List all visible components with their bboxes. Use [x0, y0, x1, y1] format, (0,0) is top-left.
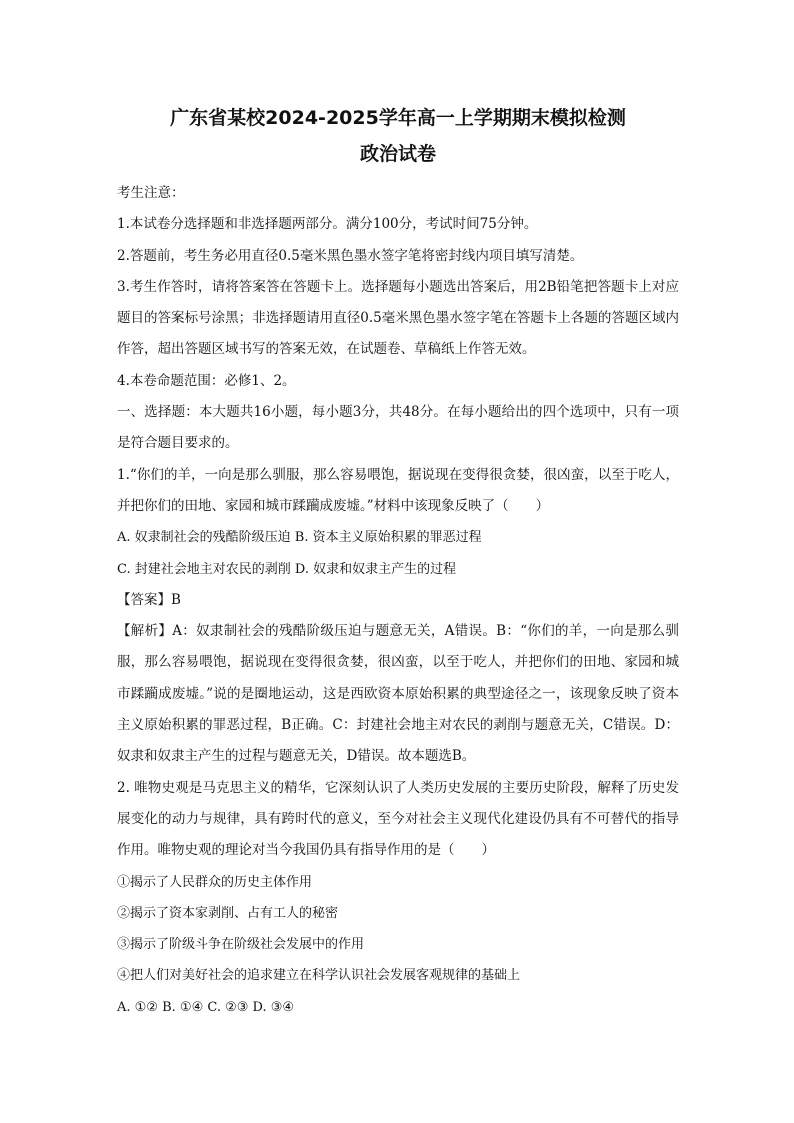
question-2-stem: 2. 唯物史观是马克思主义的精华，它深刻认识了人类历史发展的主要历史阶段，解释了历史发展变化的动力与规律，具有跨时代的意义，至今对社会主义现代化建设仍具有不可替代的指导作用。唯物史观的理论对当今我国仍具有指导作用的是（ ） [117, 779, 679, 859]
exam-page [117, 100, 679, 1023]
question-2-item-2: ②揭示了资本家剥削、占有工人的秘密 [117, 905, 339, 921]
notice-heading: 考生注意： [117, 185, 185, 201]
notice-item-4: 4.本卷命题范围：必修1、2。 [117, 372, 296, 389]
notice-item-1: 1.本试卷分选择题和非选择题两部分。满分100分，考试时间75分钟。 [117, 216, 538, 233]
question-2-options: A. ①② B. ①④ C. ②③ D. ③④ [117, 999, 295, 1015]
question-2-item-3: ③揭示了阶级斗争在阶级社会发展中的作用 [117, 937, 365, 953]
question-1-answer: 【答案】B [117, 591, 181, 608]
notice-item-3: 3.考生作答时，请将答案答在答题卡上。选择题每小题选出答案后，用2B铅笔把答题卡上对应题目的答案标号涂黑；非选择题请用直径0.5毫米黑色墨水签字笔在答题卡上各题的答题区域内作答，超出答题区域书写的答案无效，在试题卷、草稿纸上作答无效。 [117, 278, 679, 358]
exam-subtitle: 政治试卷 [359, 143, 436, 165]
exam-title: 广东省某校2024-2025学年高一上学期期末模拟检测 [170, 107, 626, 129]
section-heading: 一、选择题：本大题共16小题，每小题3分，共48分。在每小题给出的四个选项中，只有一项是符合题目要求的。 [117, 404, 679, 452]
question-1-stem: 1.“你们的羊，一向是那么驯服，那么容易喂饱，据说现在变得很贪婪，很凶蛮，以至于吃人，并把你们的田地、家园和城市蹂躏成废墟。”材料中该现象反映了（ ） [117, 466, 679, 514]
question-1-analysis: 【解析】A：奴隶制社会的残酷阶级压迫与题意无关，A错误。B：“你们的羊，一向是那么驯服，那么容易喂饱，据说现在变得很贪婪，很凶蛮，以至于吃人，并把你们的田地、家园和城市蹂躏成废墟。”说的是圈地运动，这是西欧资本原始积累的典型途径之一，该现象反映了资本主义原始积累的罪恶过程，B正确。C：封建社会地主对农民的剥削与题意无关，C错误。D：奴隶和奴隶主产生的过程与题意无关，D错误。故本题选B。 [117, 623, 679, 765]
question-2-item-4: ④把人们对美好社会的追求建立在科学认识社会发展客观规律的基础上 [117, 968, 521, 984]
notice-item-2: 2.答题前，考生务必用直径0.5毫米黑色墨水签字笔将密封线内项目填写清楚。 [117, 247, 584, 264]
question-1-options-row-2: C. 封建社会地主对农民的剥削 D. 奴隶和奴隶主产生的过程 [117, 561, 457, 577]
question-1-options-row-1: A. 奴隶制社会的残酷阶级压迫 B. 资本主义原始积累的罪恶过程 [117, 530, 482, 546]
question-2-item-1: ①揭示了人民群众的历史主体作用 [117, 874, 313, 890]
